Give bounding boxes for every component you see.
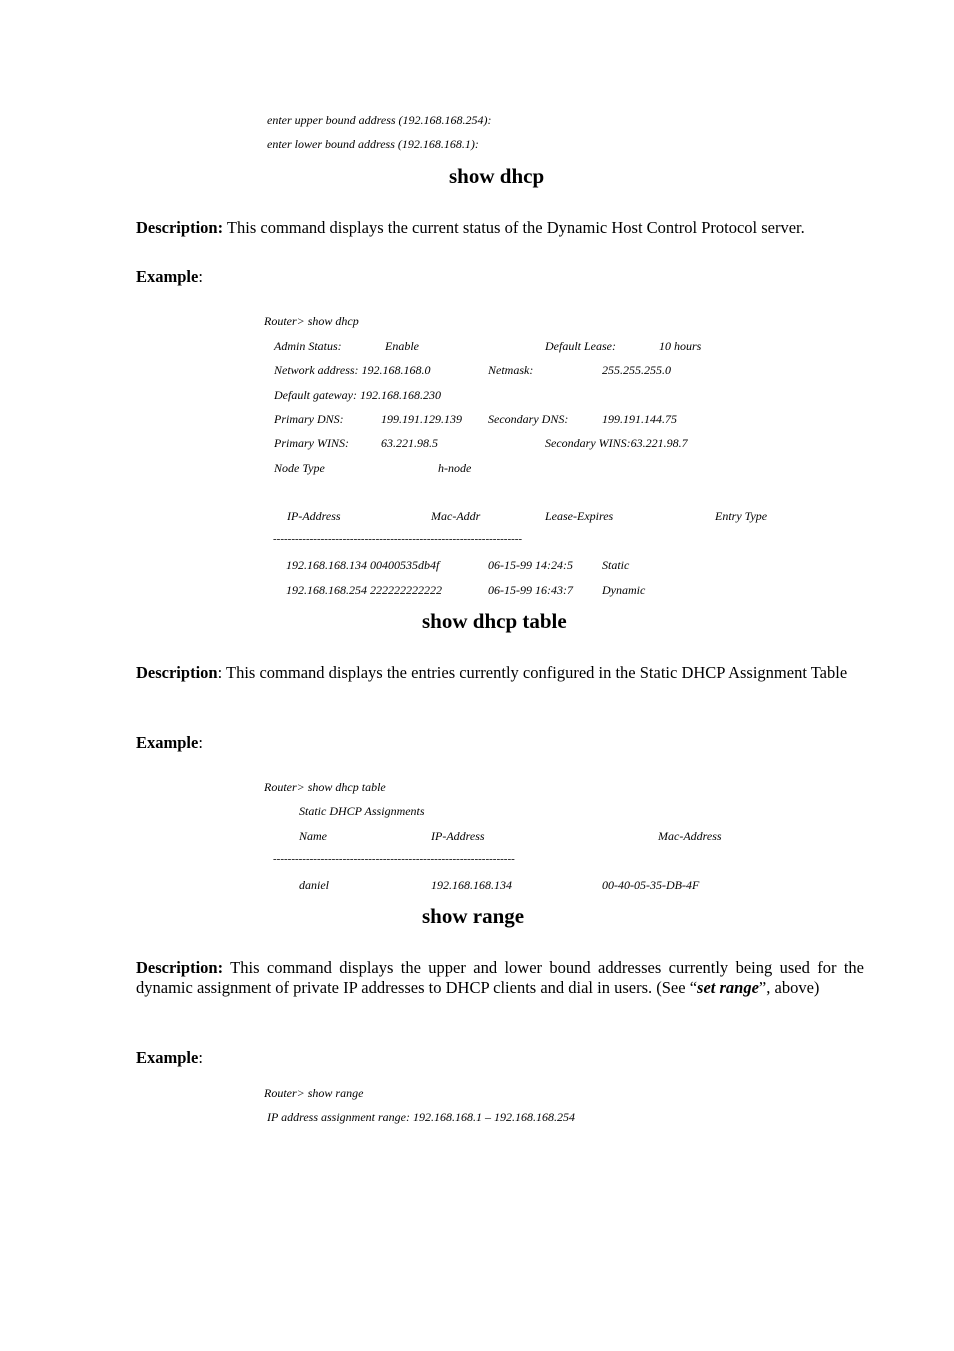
admin-status-label: Admin Status:	[274, 339, 342, 353]
column-header-mac-address: Mac-Address	[658, 829, 722, 843]
table-row-type: Static	[602, 558, 630, 572]
table-divider: ------------------------------------------------------------------	[273, 853, 515, 865]
section-title-show-dhcp-table: show dhcp table	[422, 609, 567, 633]
column-header-entry-type: Entry Type	[715, 509, 768, 523]
example-heading	[136, 267, 203, 287]
example-label: Example	[136, 733, 199, 752]
table-row-ip: 192.168.168.134	[431, 878, 512, 892]
default-lease-label: Default Lease:	[545, 339, 616, 353]
netmask-value: 255.255.255.0	[602, 363, 671, 377]
lower-bound-prompt: enter lower bound address (192.168.168.1):	[267, 137, 479, 151]
example-heading	[136, 1048, 203, 1068]
description-text: This command displays the current status of the Dynamic Host Control Protocol server.	[223, 218, 805, 237]
default-gateway: Default gateway: 192.168.168.230	[274, 388, 441, 402]
column-header-name: Name	[299, 829, 327, 843]
description-label: Description:	[136, 958, 224, 977]
description-show-range	[136, 958, 864, 998]
admin-status-value: Enable	[385, 339, 419, 353]
secondary-wins: Secondary WINS:63.221.98.7	[545, 436, 688, 450]
cli-prompt: Router> show dhcp table	[264, 780, 386, 794]
primary-wins-label: Primary WINS:	[274, 436, 349, 450]
node-type-value: h-node	[438, 461, 472, 475]
primary-dns-value: 199.191.129.139	[381, 412, 462, 426]
example-label: Example	[136, 267, 199, 286]
table-row-ip-mac: 192.168.168.134 00400535db4f	[286, 558, 440, 572]
static-assignments-subtitle: Static DHCP Assignments	[299, 804, 425, 818]
table-row-mac: 00-40-05-35-DB-4F	[602, 878, 700, 892]
example-colon: :	[198, 1048, 203, 1067]
primary-wins-value: 63.221.98.5	[381, 436, 438, 450]
cli-prompt: Router> show dhcp	[264, 314, 359, 328]
range-output: IP address assignment range: 192.168.168.1 – 192.168.168.254	[267, 1110, 575, 1124]
secondary-dns-label: Secondary DNS:	[488, 412, 569, 426]
description-text-end: ”, above)	[758, 978, 820, 997]
example-heading	[136, 733, 203, 753]
example-label: Example	[136, 1048, 199, 1067]
table-row-name: daniel	[299, 878, 329, 892]
table-row-lease: 06-15-99 14:24:5	[488, 558, 573, 572]
section-title-show-dhcp: show dhcp	[449, 164, 545, 188]
column-header-ip-address: IP-Address	[287, 509, 341, 523]
table-row-type: Dynamic	[602, 583, 646, 597]
table-row-lease: 06-15-99 16:43:7	[488, 583, 573, 597]
column-header-mac-addr: Mac-Addr	[431, 509, 481, 523]
example-colon: :	[198, 267, 203, 286]
description-label: Description	[136, 663, 218, 682]
netmask-label: Netmask:	[488, 363, 534, 377]
network-address: Network address: 192.168.168.0	[274, 363, 431, 377]
description-label: Description:	[136, 218, 224, 237]
table-row-ip-mac: 192.168.168.254 222222222222	[286, 583, 442, 597]
description-show-dhcp-table	[136, 663, 864, 683]
description-text: : This command displays the entries currently configured in the Static DHCP Assignment Table	[217, 663, 848, 682]
example-colon: :	[198, 733, 203, 752]
secondary-dns-value: 199.191.144.75	[602, 412, 677, 426]
set-range-reference: set range	[697, 978, 759, 997]
column-header-ip-address: IP-Address	[431, 829, 485, 843]
table-divider: --------------------------------------------------------------------	[273, 533, 523, 545]
section-title-show-range: show range	[422, 904, 525, 928]
default-lease-value: 10 hours	[659, 339, 702, 353]
node-type-label: Node Type	[274, 461, 325, 475]
primary-dns-label: Primary DNS:	[274, 412, 344, 426]
description-text: This command displays the upper and lower bound addresses currently being used for the dynamic assignment of private IP addresses to DHCP clients and dial in users. (See “	[136, 958, 864, 997]
column-header-lease-expires: Lease-Expires	[545, 509, 614, 523]
upper-bound-prompt: enter upper bound address (192.168.168.254):	[267, 113, 492, 127]
cli-prompt: Router> show range	[264, 1086, 364, 1100]
description-show-dhcp	[136, 218, 864, 238]
